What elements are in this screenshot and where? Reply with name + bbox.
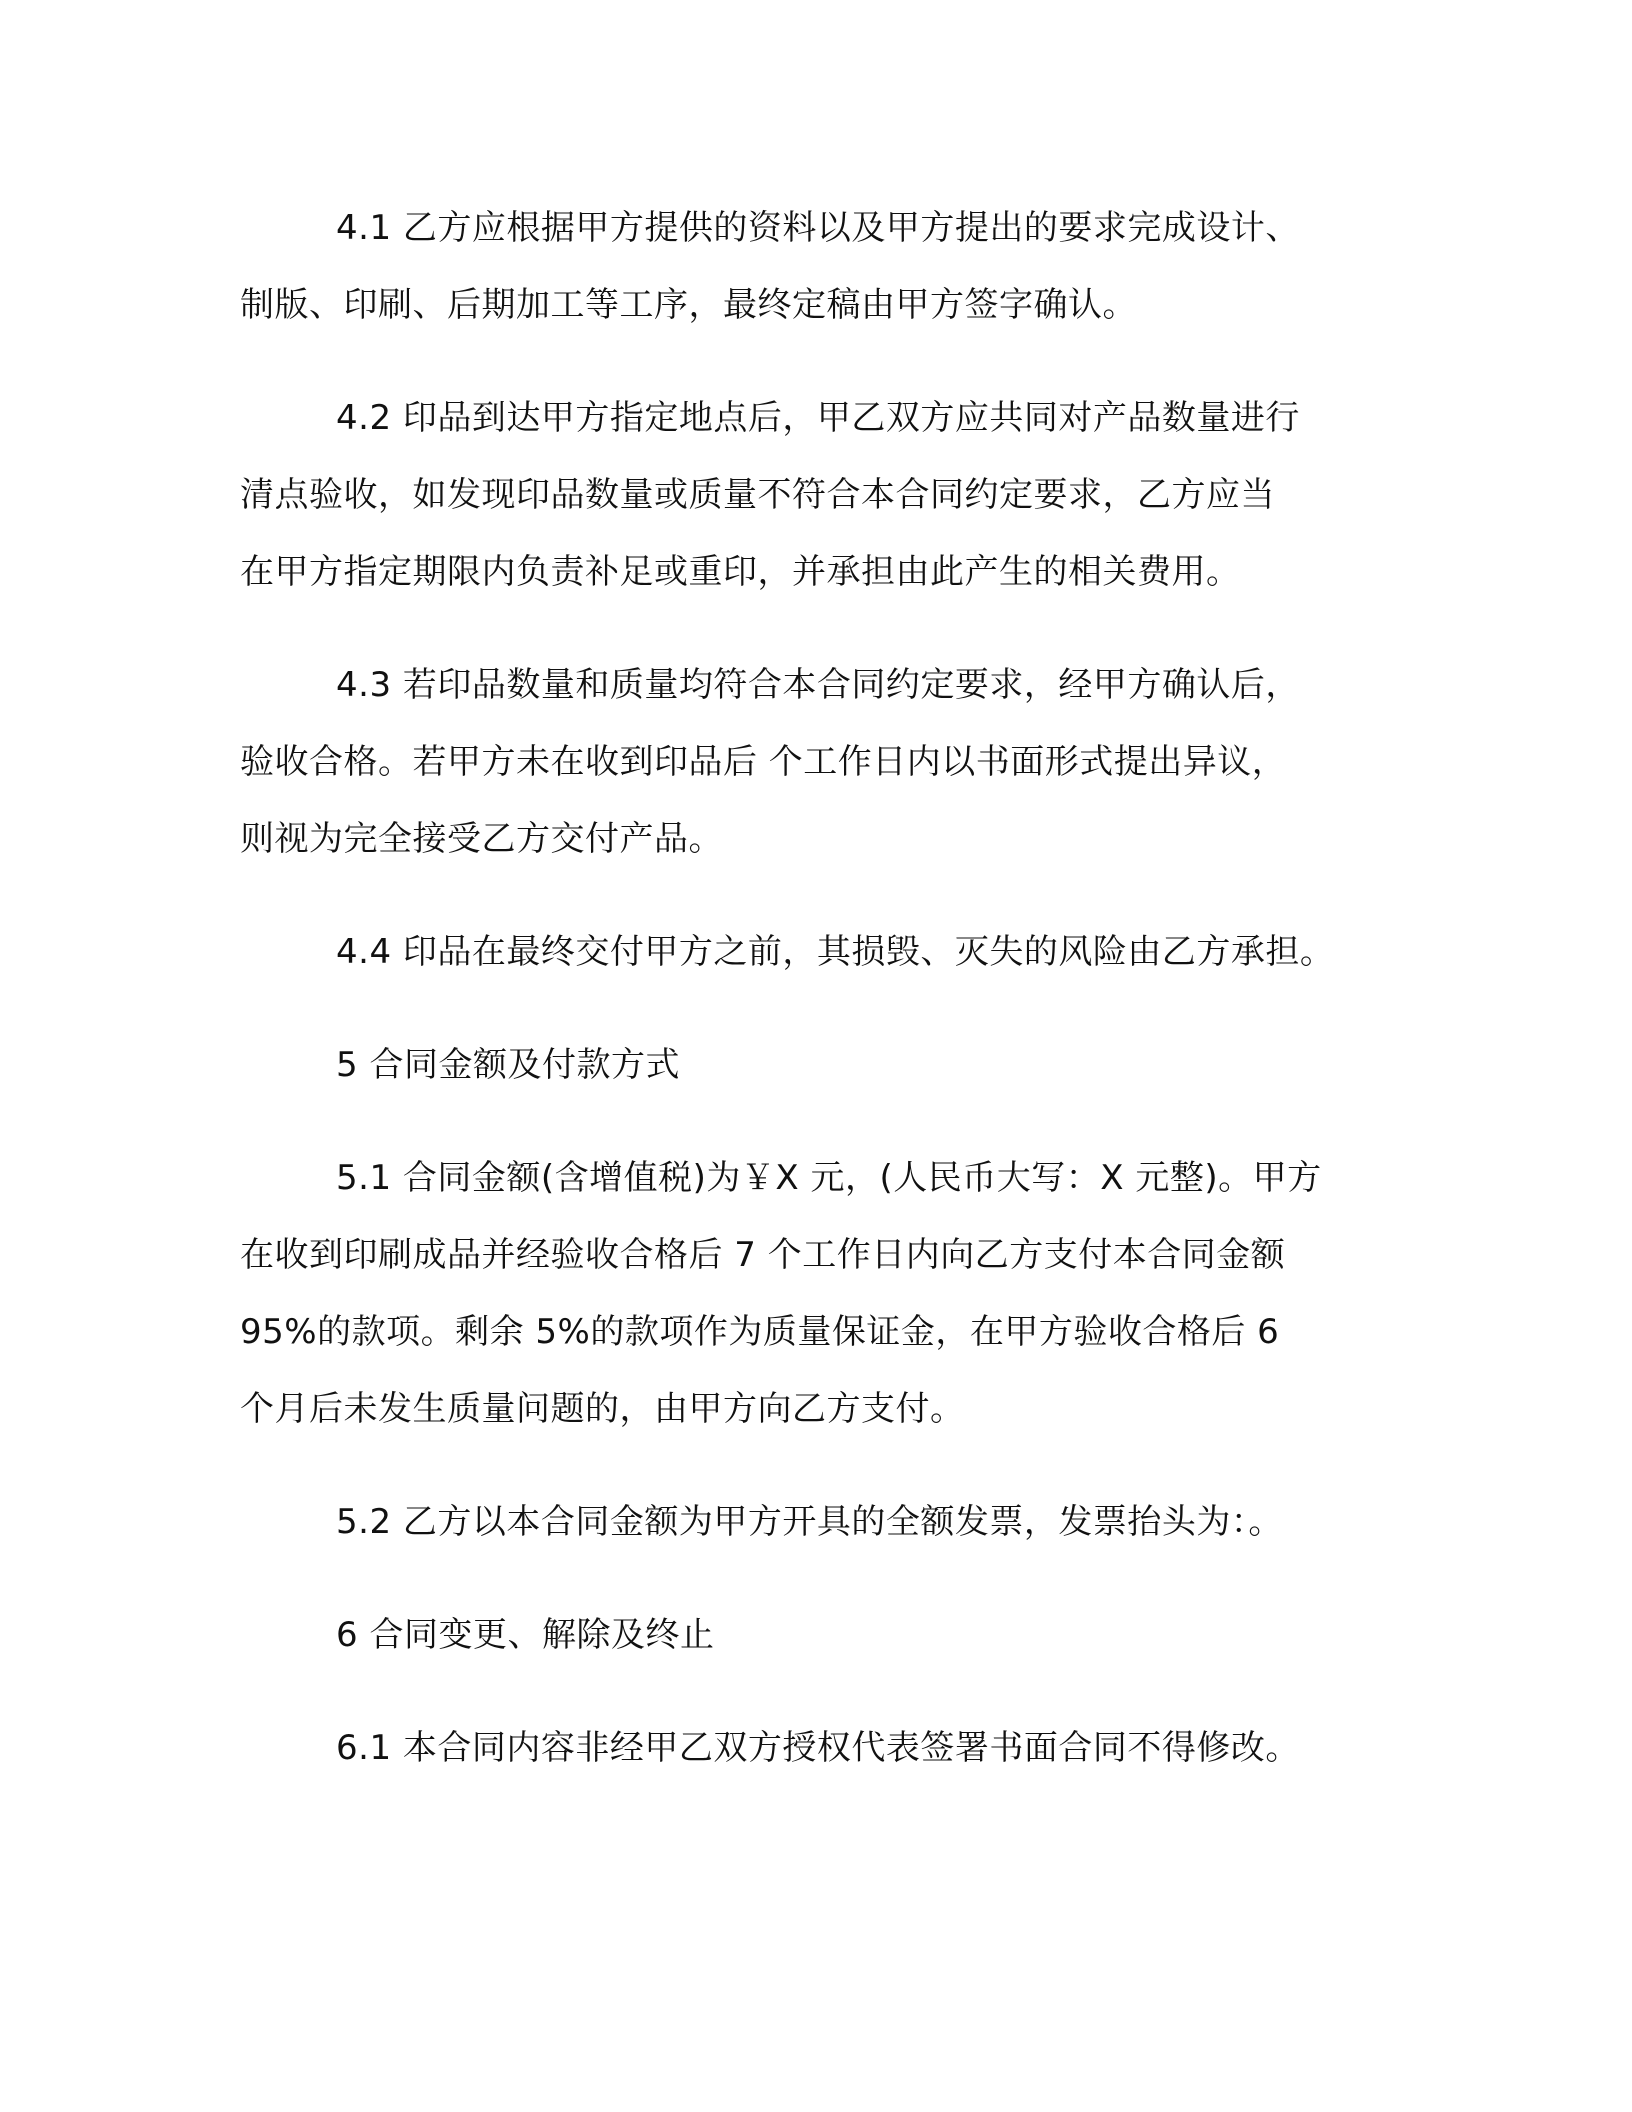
heading-text: 6 合同变更、解除及终止 [336,1615,715,1655]
clause-line: 4.1 乙方应根据甲方提供的资料以及甲方提出的要求完成设计、 [336,208,1300,248]
clause-line: 5.1 合同金额(含增值税)为￥X 元，(人民币大写：X 元整)。甲方 [336,1158,1322,1198]
clause-line: 在收到印刷成品并经验收合格后 7 个工作日内向乙方支付本合同金额 [240,1235,1286,1275]
clause-line: 4.4 印品在最终交付甲方之前，其损毁、灭失的风险由乙方承担。 [336,932,1335,972]
clause-line: 4.2 印品到达甲方指定地点后，甲乙双方应共同对产品数量进行 [336,398,1300,438]
clause-4-3 [240,647,1390,878]
clause-6-1 [240,1710,1390,1787]
clause-line: 在甲方指定期限内负责补足或重印，并承担由此产生的相关费用。 [240,552,1241,592]
clause-line: 6.1 本合同内容非经甲乙双方授权代表签署书面合同不得修改。 [336,1728,1300,1768]
clause-line: 个月后未发生质量问题的，由甲方向乙方支付。 [240,1389,965,1429]
clause-line: 则视为完全接受乙方交付产品。 [240,819,723,859]
heading-text: 5 合同金额及付款方式 [336,1045,680,1085]
section-heading-6 [240,1597,1390,1674]
clause-line: 4.3 若印品数量和质量均符合本合同约定要求，经甲方确认后， [336,665,1300,705]
document-body [240,190,1390,1823]
clause-line: 95%的款项。剩余 5%的款项作为质量保证金，在甲方验收合格后 6 [240,1312,1280,1352]
clause-5-2 [240,1484,1390,1561]
clause-4-4 [240,914,1390,991]
clause-line: 清点验收，如发现印品数量或质量不符合本合同约定要求，乙方应当 [240,475,1275,515]
clause-5-1 [240,1140,1390,1448]
section-heading-5 [240,1027,1390,1104]
clause-line: 验收合格。若甲方未在收到印品后 个工作日内以书面形式提出异议， [240,742,1287,782]
clause-4-1 [240,190,1390,344]
clause-line: 制版、印刷、后期加工等工序，最终定稿由甲方签字确认。 [240,285,1137,325]
clause-4-2 [240,380,1390,611]
clause-line: 5.2 乙方以本合同金额为甲方开具的全额发票，发票抬头为：。 [336,1502,1283,1542]
